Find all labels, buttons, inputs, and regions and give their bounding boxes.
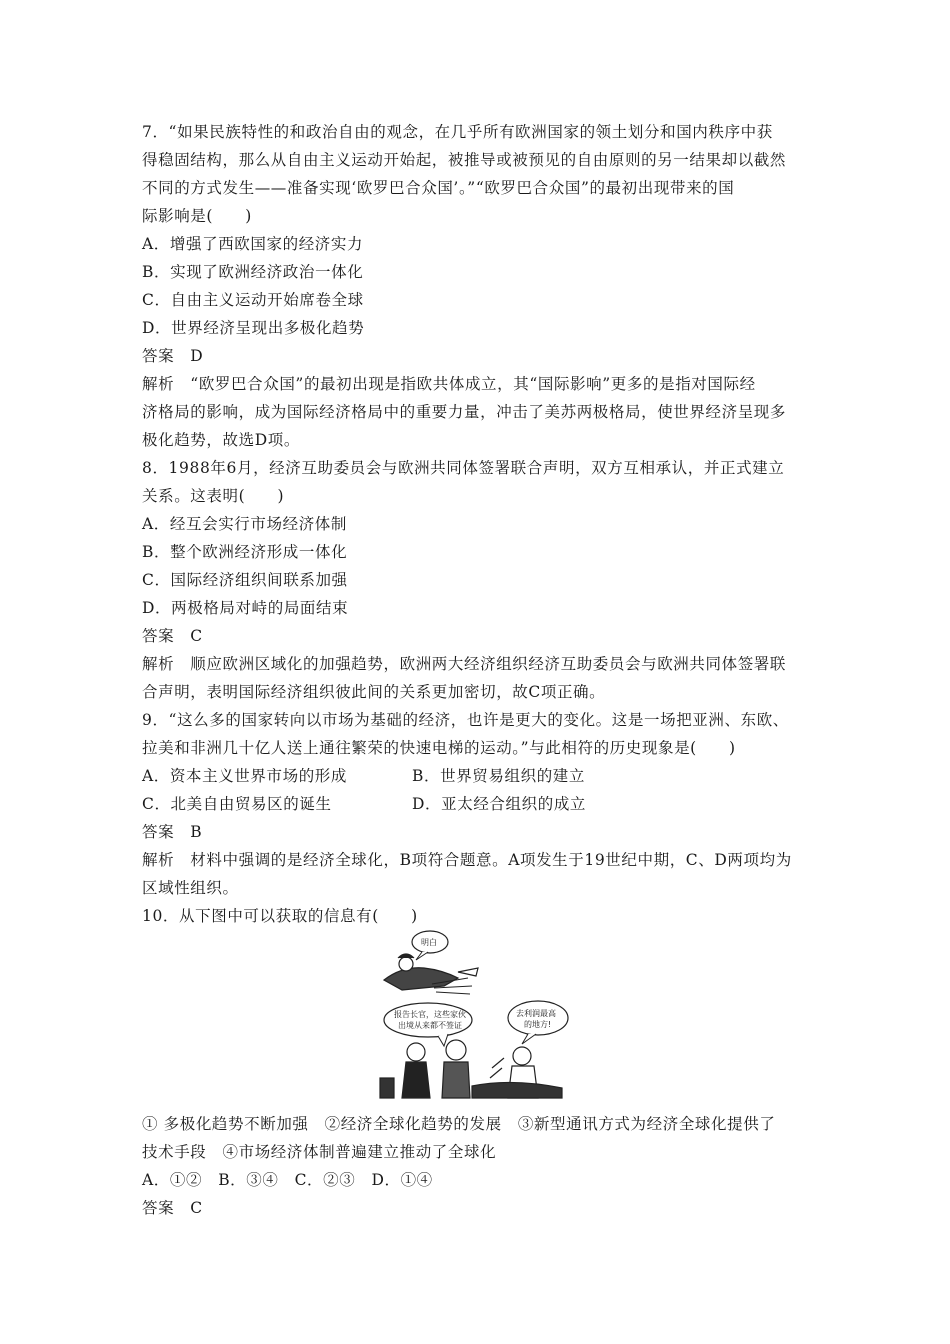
q10-stem: 10．从下图中可以获取的信息有( ) [142, 907, 418, 925]
bubble-3-text-line-1: 去利润最高 [516, 1009, 556, 1018]
q10-cartoon-image [372, 928, 580, 1100]
q7-option-a: A．增强了西欧国家的经济实力 [142, 235, 364, 253]
q7-analysis-line-3: 极化趋势，故选D项。 [142, 431, 300, 449]
q7-option-b: B．实现了欧洲经济政治一体化 [142, 263, 364, 281]
q9-option-d: D．亚太经合组织的成立 [412, 795, 587, 813]
bubble-2-text-line-2: 出境从来都不签证 [398, 1021, 462, 1030]
speech-bubble-3 [508, 1001, 568, 1044]
speech-bubble-2 [384, 1003, 472, 1046]
q9-options-row-2 [142, 790, 822, 818]
speech-bubble-1 [412, 931, 448, 960]
q7-stem-line-3: 不同的方式发生——准备实现‘欧罗巴合众国’。”“欧罗巴合众国”的最初出现带来的国 [142, 179, 735, 197]
q10-statements-line-1: ① 多极化趋势不断加强 ②经济全球化趋势的发展 ③新型通讯方式为经济全球化提供了 [142, 1115, 776, 1133]
q8-analysis-line-1: 解析 顺应欧洲区域化的加强趋势，欧洲两大经济组织经济互助委员会与欧洲共同体签署联 [142, 655, 787, 673]
q9-option-b: B．世界贸易组织的建立 [412, 767, 585, 785]
q7-answer: 答案 D [142, 347, 204, 365]
q8-option-c: C．国际经济组织间联系加强 [142, 571, 348, 589]
flying-figure-illustration [384, 954, 478, 994]
q10-statements-line-2: 技术手段 ④市场经济体制普遍建立推动了全球化 [142, 1143, 497, 1161]
q9-stem-line-2: 拉美和非洲几十亿人送上通往繁荣的快速电梯的运动。”与此相符的历史现象是( ) [142, 739, 736, 757]
bubble-1-text: 明白 [421, 938, 437, 947]
q9-option-a: A．资本主义世界市场的形成 [142, 767, 347, 785]
q9-analysis-line-1: 解析 材料中强调的是经济全球化，B项符合题意。A项发生于19世纪中期，C、D两项均为 [142, 851, 792, 869]
q7-analysis-line-1: 解析 “欧罗巴合众国”的最初出现是指欧共体成立，其“国际影响”更多的是指对国际经 [142, 375, 756, 393]
q7-stem-line-1: 7．“如果民族特性的和政治自由的观念，在几乎所有欧洲国家的领土划分和国内秩序中获 [142, 123, 773, 141]
q7-option-d: D．世界经济呈现出多极化趋势 [142, 319, 365, 337]
q8-option-b: B．整个欧洲经济形成一体化 [142, 543, 348, 561]
q8-stem-line-2: 关系。这表明( ) [142, 487, 285, 505]
q10-options: A．①② B．③④ C．②③ D．①④ [142, 1171, 433, 1189]
standing-figures-illustration [380, 1040, 562, 1098]
q7-stem-line-2: 得稳固结构，那么从自由主义运动开始起，被推导或被预见的自由原则的另一结果却以截然 [142, 151, 787, 169]
q10-answer: 答案 C [142, 1199, 203, 1217]
q9-option-c: C．北美自由贸易区的诞生 [142, 795, 332, 813]
bubble-2-text-line-1: 报告长官，这些家伙 [394, 1010, 466, 1019]
q8-option-a: A．经互会实行市场经济体制 [142, 515, 347, 533]
q8-answer: 答案 C [142, 627, 203, 645]
q7-stem-line-4: 际影响是( ) [142, 207, 252, 225]
q7-option-c: C．自由主义运动开始席卷全球 [142, 291, 364, 309]
q9-options-row-1 [142, 762, 822, 790]
q8-stem-line-1: 8．1988年6月，经济互助委员会与欧洲共同体签署联合声明，双方互相承认，并正式建立 [142, 459, 785, 477]
q9-analysis-line-2: 区域性组织。 [142, 879, 239, 897]
q9-stem-line-1: 9．“这么多的国家转向以市场为基础的经济，也许是更大的变化。这是一场把亚洲、东欧、 [142, 711, 789, 729]
bubble-3-text-line-2: 的地方! [524, 1020, 552, 1029]
q7-analysis-line-2: 济格局的影响，成为国际经济格局中的重要力量，冲击了美苏两极格局，使世界经济呈现多 [142, 403, 787, 421]
q8-option-d: D．两极格局对峙的局面结束 [142, 599, 349, 617]
q9-answer: 答案 B [142, 823, 203, 841]
q8-analysis-line-2: 合声明，表明国际经济组织彼此间的关系更加密切，故C项正确。 [142, 683, 606, 701]
